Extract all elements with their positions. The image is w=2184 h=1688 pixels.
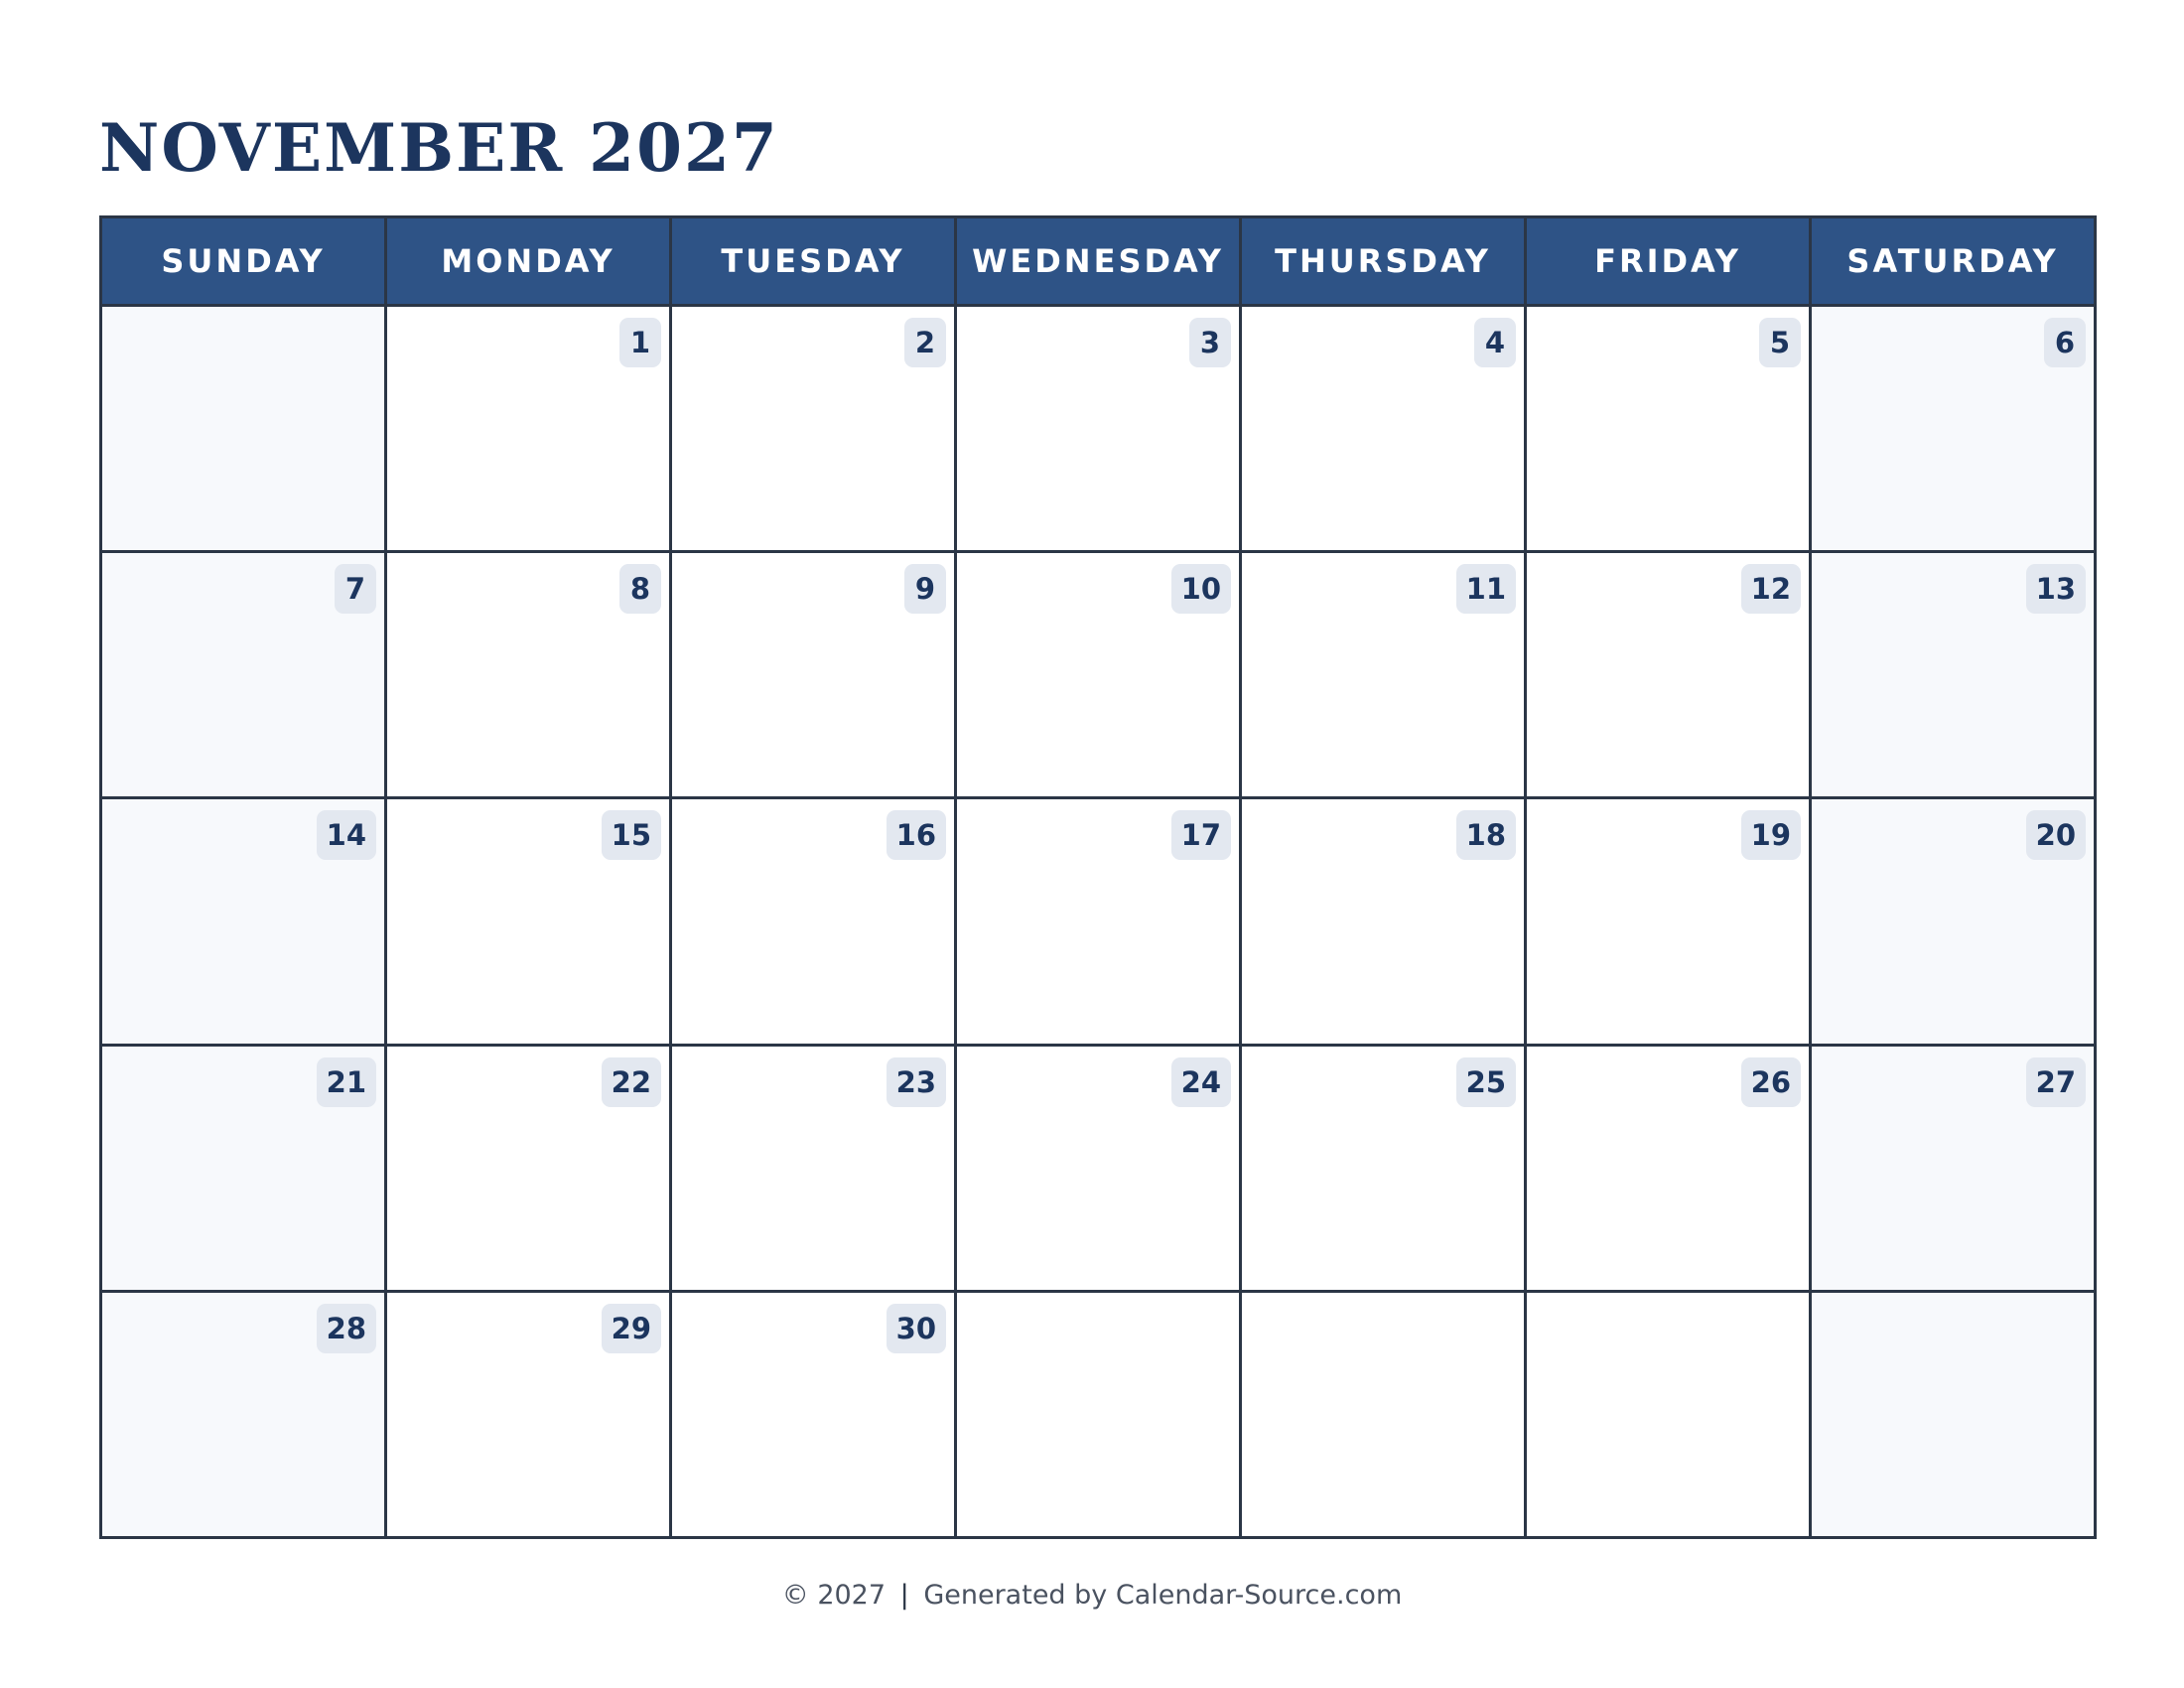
day-cell	[387, 799, 669, 1043]
day-number: 14	[317, 810, 376, 860]
day-cell	[1527, 799, 1809, 1043]
day-cell	[102, 799, 384, 1043]
day-cell	[1242, 553, 1524, 796]
day-cell	[102, 1293, 384, 1536]
day-number: 7	[335, 564, 376, 614]
day-cell	[957, 799, 1239, 1043]
day-number: 2	[904, 318, 946, 367]
day-cell	[1242, 1047, 1524, 1290]
day-cell	[672, 307, 954, 550]
day-number: 16	[887, 810, 946, 860]
day-number: 13	[2026, 564, 2086, 614]
day-number: 6	[2044, 318, 2086, 367]
page-title: NOVEMBER 2027	[99, 109, 779, 187]
day-number: 22	[602, 1057, 661, 1107]
day-number: 28	[317, 1304, 376, 1353]
day-cell	[957, 553, 1239, 796]
day-cell	[1812, 799, 2094, 1043]
day-number: 25	[1456, 1057, 1516, 1107]
day-cell	[102, 307, 384, 550]
day-number: 1	[619, 318, 661, 367]
day-cell	[102, 553, 384, 796]
footer	[0, 1578, 2184, 1614]
day-cell	[387, 553, 669, 796]
footer-separator: |	[899, 1580, 909, 1611]
weekday-header-monday: MONDAY	[387, 218, 669, 304]
day-cell	[1242, 799, 1524, 1043]
day-cell	[387, 1047, 669, 1290]
weekday-header-sunday: SUNDAY	[102, 218, 384, 304]
day-number: 23	[887, 1057, 946, 1107]
day-cell	[1242, 307, 1524, 550]
day-number: 11	[1456, 564, 1516, 614]
day-cell	[387, 307, 669, 550]
day-cell	[387, 1293, 669, 1536]
weekday-header-tuesday: TUESDAY	[672, 218, 954, 304]
day-cell	[1527, 307, 1809, 550]
day-number: 20	[2026, 810, 2086, 860]
day-number: 8	[619, 564, 661, 614]
day-cell	[1242, 1293, 1524, 1536]
day-number: 29	[602, 1304, 661, 1353]
day-number: 19	[1741, 810, 1801, 860]
day-number: 5	[1759, 318, 1801, 367]
day-number: 18	[1456, 810, 1516, 860]
day-cell	[1812, 307, 2094, 550]
day-number: 3	[1189, 318, 1231, 367]
weekday-header-thursday: THURSDAY	[1242, 218, 1524, 304]
day-cell	[1527, 1047, 1809, 1290]
day-cell	[957, 1293, 1239, 1536]
weekday-header-wednesday: WEDNESDAY	[957, 218, 1239, 304]
day-number: 21	[317, 1057, 376, 1107]
day-number: 15	[602, 810, 661, 860]
day-number: 30	[887, 1304, 946, 1353]
day-number: 4	[1474, 318, 1516, 367]
day-cell	[957, 1047, 1239, 1290]
day-cell	[1812, 1047, 2094, 1290]
day-cell	[1812, 553, 2094, 796]
day-number: 10	[1171, 564, 1231, 614]
day-number: 17	[1171, 810, 1231, 860]
day-cell	[1527, 1293, 1809, 1536]
day-cell	[957, 307, 1239, 550]
weekday-header-friday: FRIDAY	[1527, 218, 1809, 304]
day-cell	[1527, 553, 1809, 796]
day-cell	[672, 1047, 954, 1290]
day-number: 26	[1741, 1057, 1801, 1107]
day-number: 12	[1741, 564, 1801, 614]
day-cell	[672, 1293, 954, 1536]
day-number: 27	[2026, 1057, 2086, 1107]
day-number: 24	[1171, 1057, 1231, 1107]
generated-by-text: Generated by Calendar-Source.com	[923, 1580, 1403, 1611]
day-cell	[1812, 1293, 2094, 1536]
calendar-grid	[99, 215, 2097, 1539]
day-cell	[672, 799, 954, 1043]
day-cell	[102, 1047, 384, 1290]
weekday-header-saturday: SATURDAY	[1812, 218, 2094, 304]
copyright-text: © 2027	[781, 1580, 887, 1611]
day-number: 9	[904, 564, 946, 614]
day-cell	[672, 553, 954, 796]
